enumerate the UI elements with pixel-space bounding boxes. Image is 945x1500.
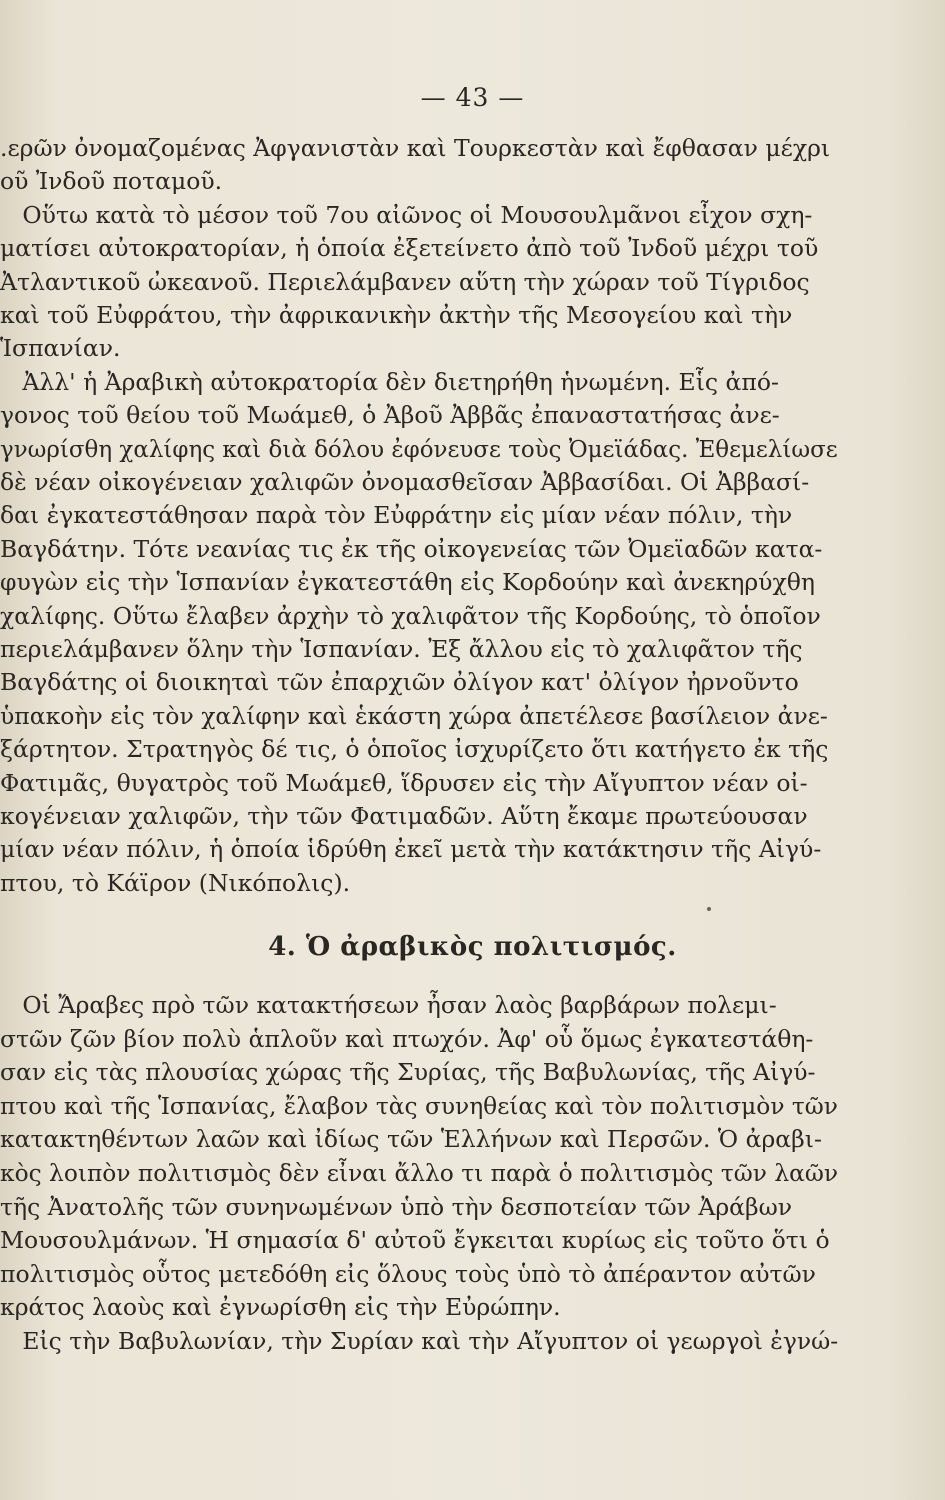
text-line: δὲ νέαν οἰκογένειαν χαλιφῶν ὀνομασθεῖσαν Ἀββασίδαι. Οἱ Ἀββασί- <box>0 468 810 496</box>
text-line: κογένειαν χαλιφῶν, τὴν τῶν Φατιμαδῶν. Αὕτη ἔκαμε πρωτεύουσαν <box>0 802 808 830</box>
text-line: δαι ἐγκατεστάθησαν παρὰ τὸν Εὐφράτην εἰς μίαν νέαν πόλιν, τὴν <box>0 501 793 530</box>
text-line: στῶν ζῶν βίον πολὺ ἁπλοῦν καὶ πτωχόν. Ἀφ' οὗ ὅμως ἐγκατεστάθη- <box>0 1024 814 1053</box>
text-line: ὑπακοὴν εἰς τὸν χαλίφην καὶ ἑκάστη χώρα ἀπετέλεσε βασίλειον ἀνε- <box>0 701 828 730</box>
text-line: ματίσει αὐτοκρατορίαν, ἡ ὁποία ἐξετείνετο ἀπὸ τοῦ Ἰνδοῦ μέχρι τοῦ <box>0 234 819 263</box>
text-line: τῆς Ἀνατολῆς τῶν συνηνωμένων ὑπὸ τὴν δεσποτείαν τῶν Ἀράβων <box>0 1192 793 1221</box>
text-line: κατακτηθέντων λαῶν καὶ ἰδίως τῶν Ἑλλήνων καὶ Περσῶν. Ὁ ἀραβι- <box>0 1125 822 1154</box>
text-line: πολιτισμὸς οὗτος μετεδόθη εἰς ὅλους τοὺς ὑπὸ τὸ ἀπέραντον αὐτῶν <box>0 1259 816 1288</box>
text-line: ξάρτητον. Στρατηγὸς δέ τις, ὁ ὁποῖος ἰσχυρίζετο ὅτι κατήγετο ἐκ τῆς <box>0 735 829 764</box>
page-number: — 43 — <box>420 83 525 112</box>
text-line: κράτος λαοὺς καὶ ἐγνωρίσθη εἰς τὴν Εὐρώπην. <box>0 1293 561 1322</box>
ink-speck <box>707 907 711 911</box>
text-line: Βαγδάτης οἱ διοικηταὶ τῶν ἐπαρχιῶν ὀλίγον κατ' ὀλίγον ἠρνοῦντο <box>0 668 799 697</box>
text-line: .ερῶν ὀνομαζομένας Ἀφγανιστὰν καὶ Τουρκεστὰν καὶ ἔφθασαν μέχρι <box>0 134 831 162</box>
text-line: οῦ Ἰνδοῦ ποταμοῦ. <box>0 167 223 196</box>
text-line: κὸς λοιπὸν πολιτισμὸς δὲν εἶναι ἄλλο τι παρὰ ὁ πολιτισμὸς τῶν λαῶν <box>0 1159 839 1187</box>
text-line: γονος τοῦ θείου τοῦ Μωάμεθ, ὁ Ἀβοῦ Ἀββᾶς ἐπαναστατήσας ἀνε- <box>0 401 780 430</box>
text-line: Φατιμᾶς, θυγατρὸς τοῦ Μωάμεθ, ἵδρυσεν εἰς τὴν Αἴγυπτον νέαν οἰ- <box>0 768 808 797</box>
text-line: σαν εἰς τὰς πλουσίας χώρας τῆς Συρίας, τῆς Βαβυλωνίας, τῆς Αἰγύ- <box>0 1058 816 1087</box>
section-heading: 4. Ὁ ἀραβικὸς πολιτισμός. <box>268 932 677 962</box>
text-line: Ἀτλαντικοῦ ὠκεανοῦ. Περιελάμβανεν αὕτη τὴν χώραν τοῦ Τίγριδος <box>0 267 810 296</box>
text-line: Εἰς τὴν Βαβυλωνίαν, τὴν Συρίαν καὶ τὴν Αἴγυπτον οἱ γεωργοὶ ἐγνώ- <box>0 1327 839 1355</box>
text-line: Ἀλλ' ἡ Ἀραβικὴ αὐτοκρατορία δὲν διετηρήθη ἡνωμένη. Εἷς ἀπό- <box>0 367 779 396</box>
text-line: καὶ τοῦ Εὐφράτου, τὴν ἀφρικανικὴν ἀκτὴν τῆς Μεσογείου καὶ τὴν <box>0 301 793 329</box>
text-line: Ἱσπανίαν. <box>0 334 121 363</box>
text-line: μίαν νέαν πόλιν, ἡ ὁποία ἱδρύθη ἐκεῖ μετὰ τὴν κατάκτησιν τῆς Αἰγύ- <box>0 835 822 864</box>
text-line: Οὕτω κατὰ τὸ μέσον τοῦ 7ου αἰῶνος οἱ Μουσουλμᾶνοι εἶχον σχη- <box>0 200 813 229</box>
text-line: πτου, τὸ Κάϊρον (Νικόπολις). <box>0 868 351 897</box>
text-line: φυγὼν εἰς τὴν Ἱσπανίαν ἐγκατεστάθη εἰς Κορδούην καὶ ἀνεκηρύχθη <box>0 568 815 597</box>
text-line: χαλίφης. Οὕτω ἔλαβεν ἀρχὴν τὸ χαλιφᾶτον τῆς Κορδούης, τὸ ὁποῖον <box>0 601 821 630</box>
text-line: περιελάμβανεν ὅλην τὴν Ἱσπανίαν. Ἐξ ἄλλου εἰς τὸ χαλιφᾶτον τῆς <box>0 635 803 663</box>
text-line: Μουσουλμάνων. Ἡ σημασία δ' αὐτοῦ ἔγκειται κυρίως εἰς τοῦτο ὅτι ὁ <box>0 1226 830 1255</box>
text-line: Βαγδάτην. Τότε νεανίας τις ἐκ τῆς οἰκογενείας τῶν Ὀμεϊαδῶν κατα- <box>0 534 823 563</box>
text-line: Οἱ Ἄραβες πρὸ τῶν κατακτήσεων ἦσαν λαὸς βαρβάρων πολεμι- <box>0 991 777 1019</box>
text-line: γνωρίσθη χαλίφης καὶ διὰ δόλου ἐφόνευσε τοὺς Ὀμεϊάδας. Ἐθεμελίωσε <box>0 434 838 463</box>
text-line: πτου καὶ τῆς Ἱσπανίας, ἔλαβον τὰς συνηθείας καὶ τὸν πολιτισμὸν τῶν <box>0 1091 838 1120</box>
